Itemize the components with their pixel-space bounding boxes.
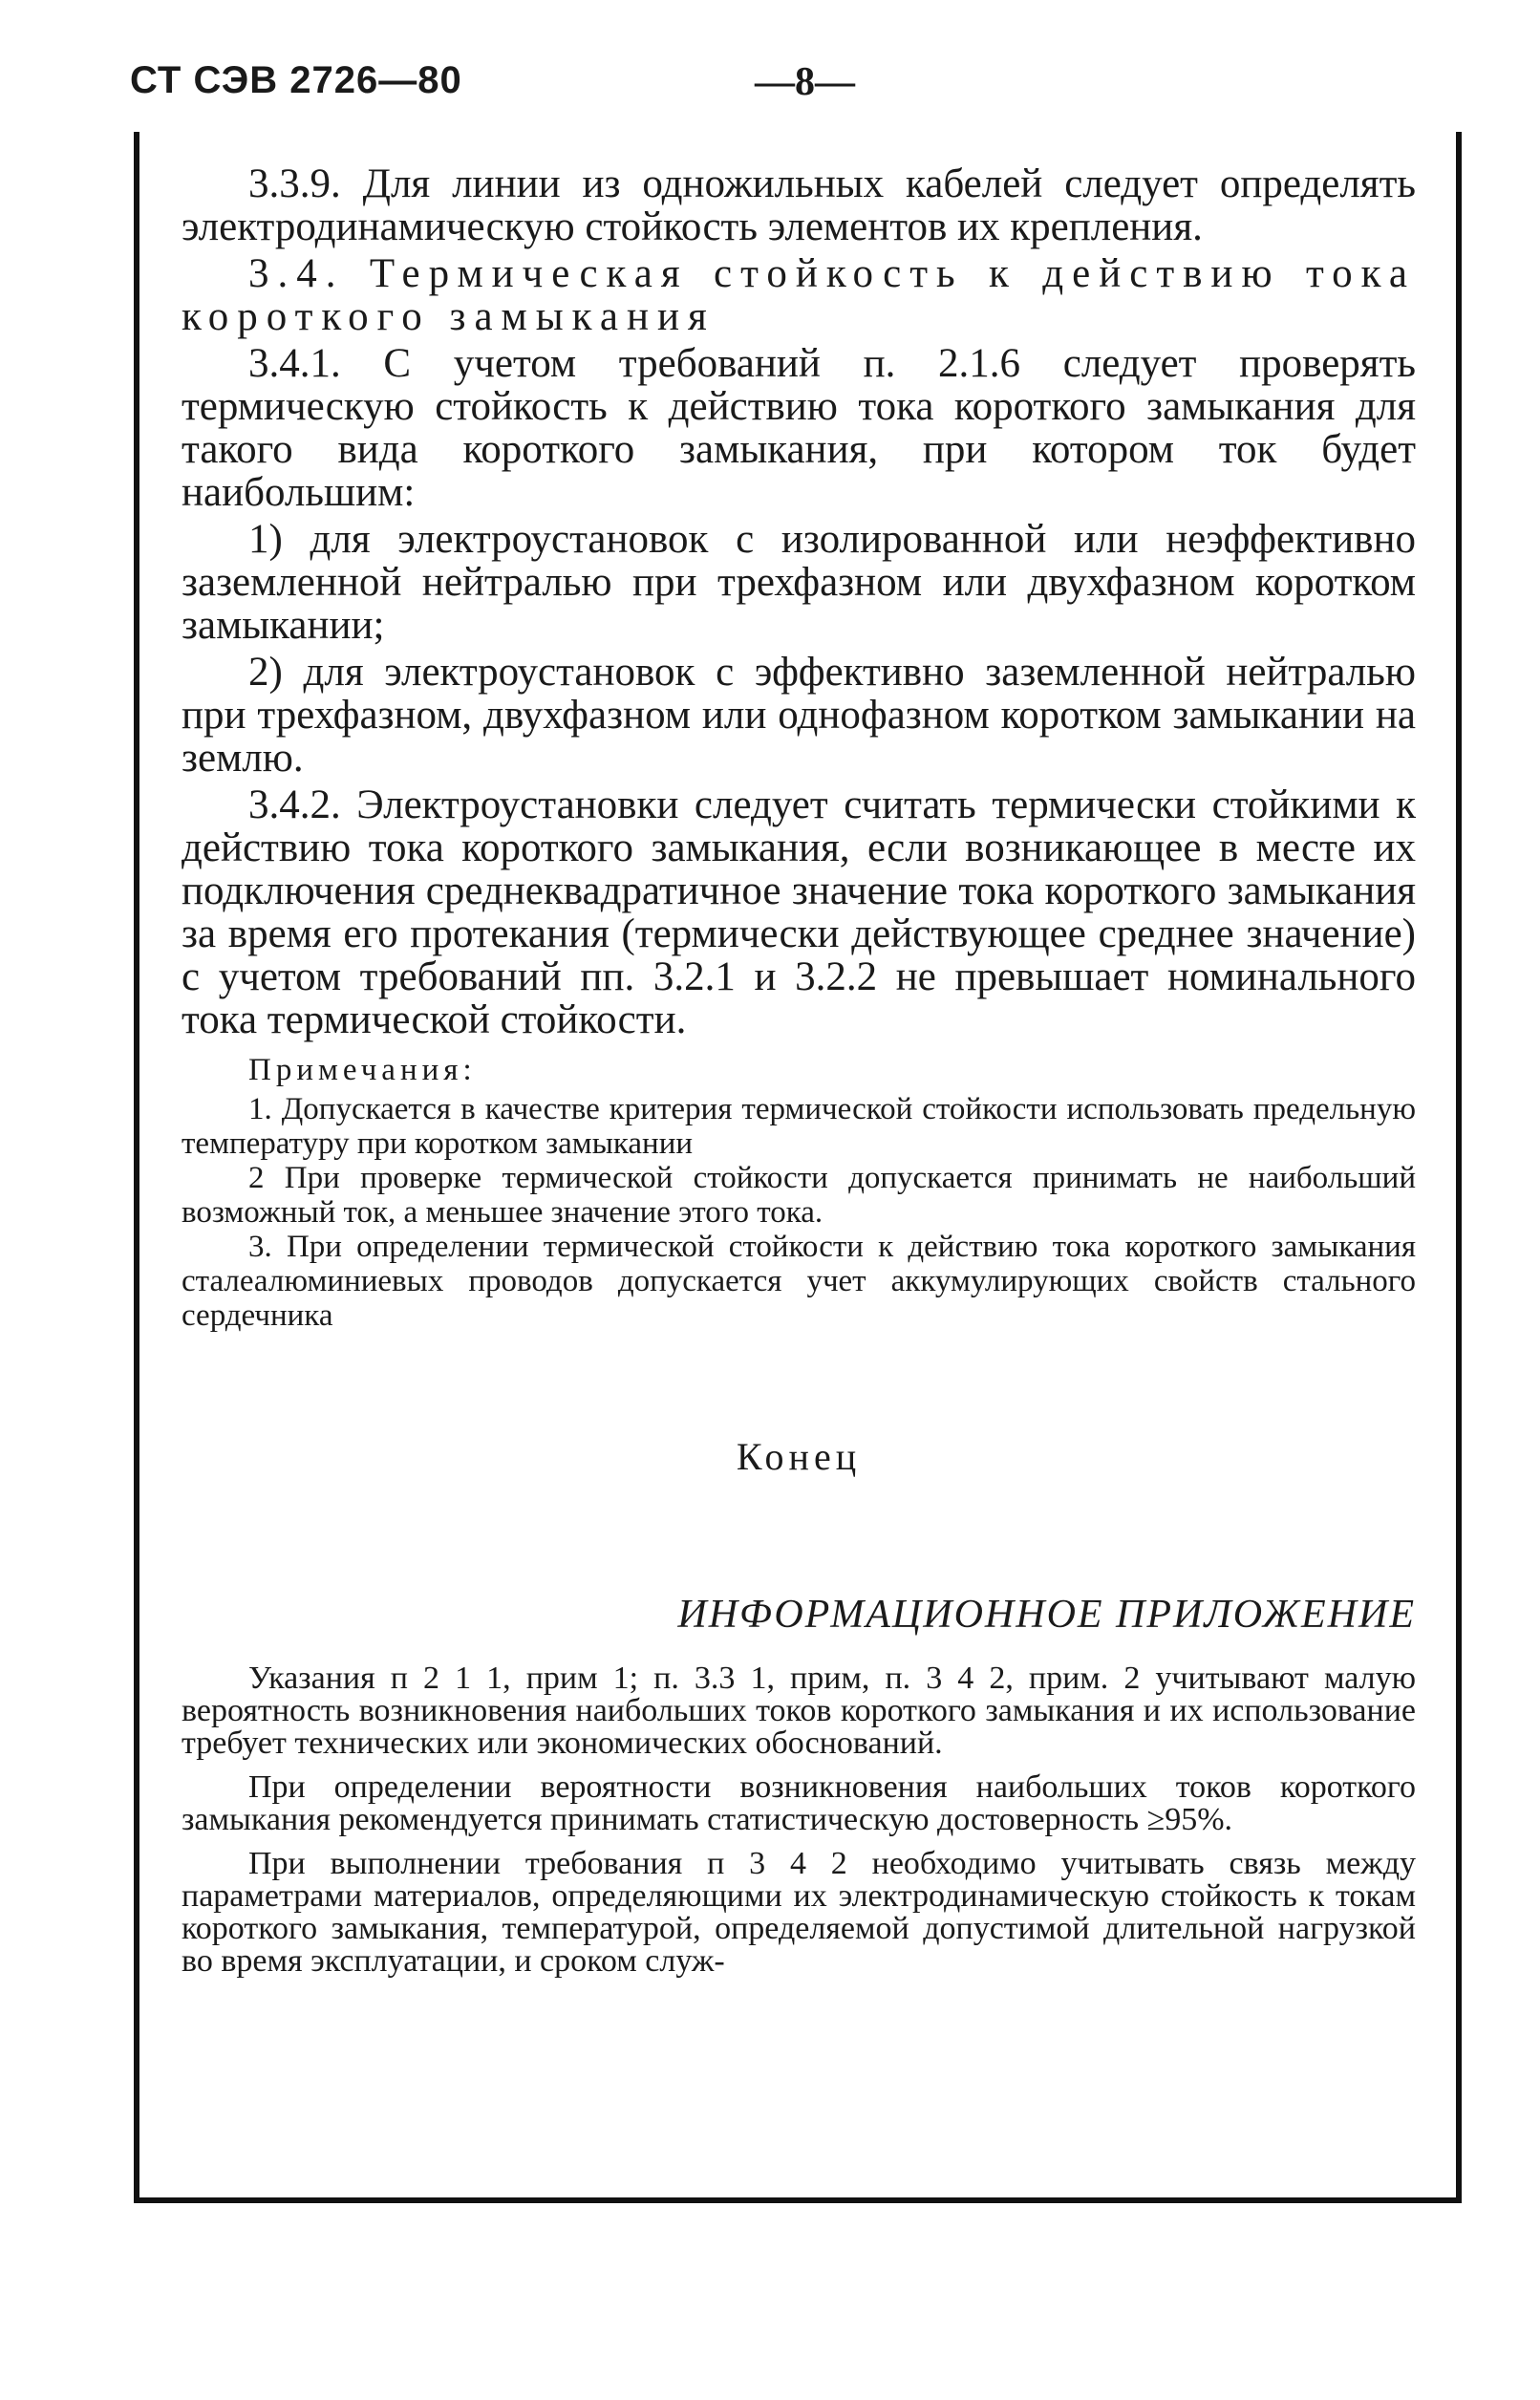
appendix-title: ИНФОРМАЦИОННОЕ ПРИЛОЖЕНИЕ (677, 1593, 1416, 1637)
paragraph-3-4-1: 3.4.1. С учетом требований п. 2.1.6 следует проверять термическую стойкость к действию тока короткого замыкания для такого вида короткого замыкания, при котором ток будет наибольшим: (182, 341, 1416, 515)
notes-title: Примечания: (248, 1053, 477, 1087)
note-3: 3. При определении термической стойкости к действию тока короткого замыкания сталеалюминиевых проводов допускается учет аккумулирующих свойств стального сердечника (182, 1230, 1416, 1333)
note-2: 2 При проверке термической стойкости допускается принимать не наибольший возможный ток, а меньшее значение этого тока. (182, 1161, 1416, 1230)
appendix-paragraph-2: При определении вероятности возникновения наибольших токов короткого замыкания рекомендуется принимать статистическую достоверность ≥95%. (182, 1769, 1416, 1837)
paragraph-3-3-9: 3.3.9. Для линии из одножильных кабелей следует определять электродинамическую стойкость элементов их крепления. (182, 161, 1416, 249)
page-number: —8— (755, 60, 855, 104)
list-item-2: 2) для электроустановок с эффективно заземленной нейтралью при трехфазном, двухфазном или однофазном коротком замыкании на землю. (182, 650, 1416, 781)
note-1: 1. Допускается в качестве критерия термической стойкости использовать предельную температуру при коротком замыкании (182, 1092, 1416, 1161)
appendix-paragraph-1: Указания п 2 1 1, прим 1; п. 3.3 1, прим, п. 3 4 2, прим. 2 учитывают малую вероятность возникновения наибольших токов короткого замыкания и их использование требует технических или экономических обоснований. (182, 1661, 1416, 1761)
paragraph-3-4-2: 3.4.2. Электроустановки следует считать термически стойкими к действию тока короткого замыкания, если возникающее в месте их подключения среднеквадратичное значение тока короткого замыкания за время его протекания (термически действующее среднее значение) с учетом требований пп. 3.2.1 и 3.2.2 не превышает номинального тока термической стойкости. (182, 782, 1416, 1042)
section-heading-3-4: 3.4. Термическая стойкость к действию тока короткого замыкания (182, 251, 1416, 339)
appendix-paragraph-3: При выполнении требования п 3 4 2 необходимо учитывать связь между параметрами материалов, определяющими их электродинамическую стойкость к токам короткого замыкания, температурой, определяемой допустимой длительной нагрузкой во время эксплуатации, и сроком служ- (182, 1846, 1416, 1979)
document-body (182, 162, 1416, 1989)
list-item-1: 1) для электроустановок с изолированной или неэффективно заземленной нейтралью при трехфазном или двухфазном коротком замыкании; (182, 517, 1416, 648)
page-header (124, 59, 1443, 117)
standard-code: СТ СЭВ 2726—80 (130, 59, 462, 101)
end-mark: Конец (736, 1435, 862, 1478)
